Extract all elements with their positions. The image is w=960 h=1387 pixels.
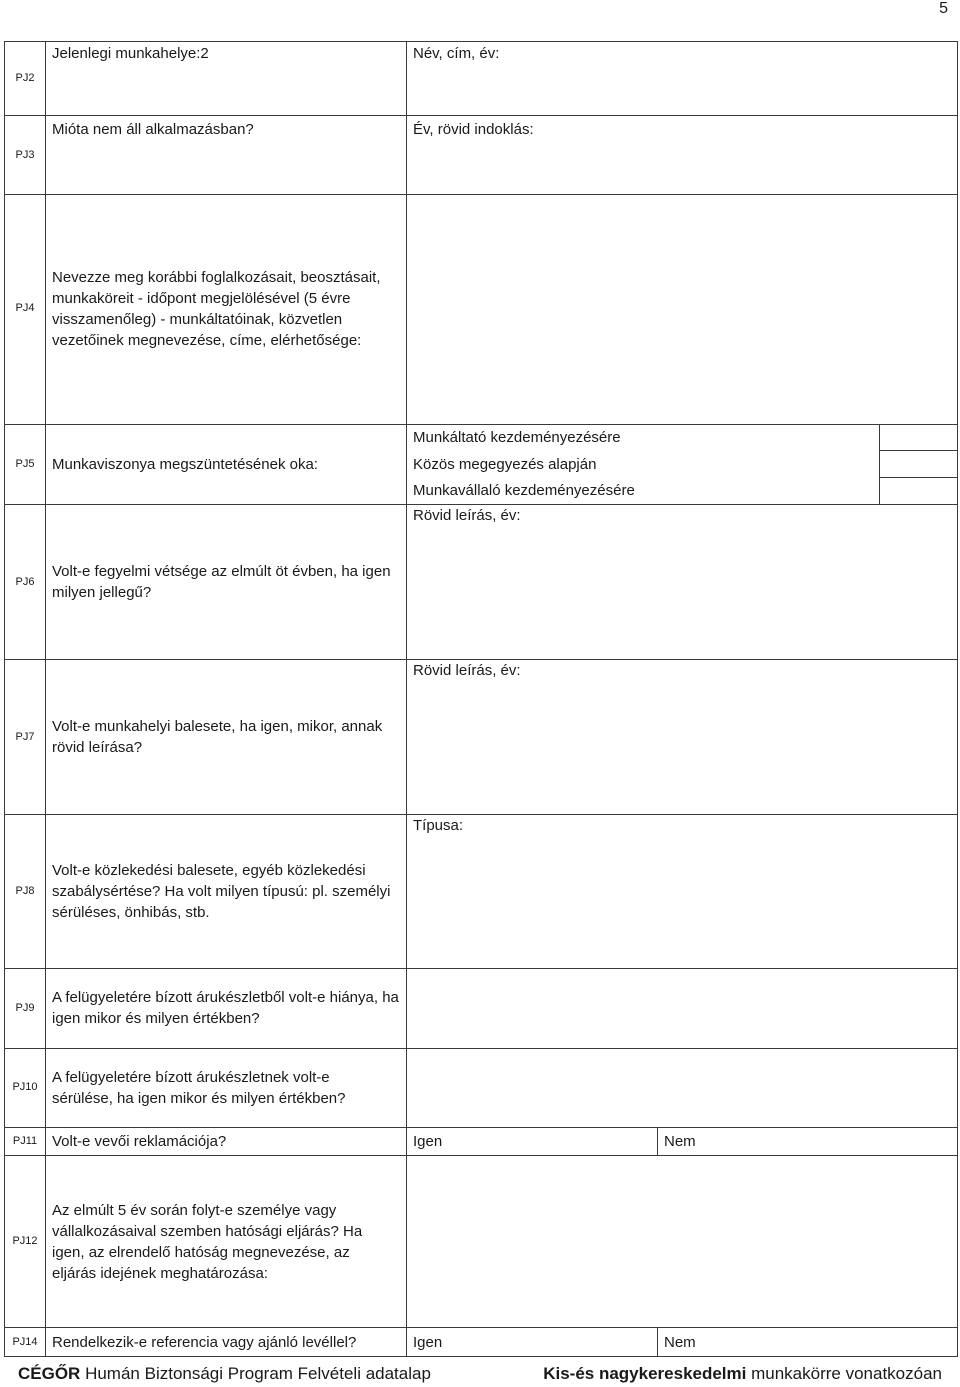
checkbox-mutual[interactable] xyxy=(879,450,958,478)
question-text: Jelenlegi munkahelye:2 xyxy=(52,45,209,62)
yes-label: Igen xyxy=(413,1334,443,1351)
answer-hint: Név, cím, év: xyxy=(413,45,500,62)
page-number: 5 xyxy=(939,0,948,17)
answer-field[interactable] xyxy=(406,659,958,815)
question-text: Az elmúlt 5 év során folyt-e személye vagy vállalkozásaival szemben hatósági eljárás? Ha igen, az elrendelő hatóság megnevezése, az eljárás idejének meghatározása: xyxy=(52,1202,363,1282)
question-text: A felügyeletére bízott árukészletből volt-e hiánya, ha igen mikor és milyen értékben? xyxy=(52,989,399,1027)
row-code: PJ3 xyxy=(15,149,35,161)
footer-scope-bold: Kis-és nagykereskedelmi xyxy=(543,1364,747,1383)
row-code: PJ11 xyxy=(12,1135,38,1147)
footer xyxy=(0,1362,960,1387)
question-text: Munkaviszonya megszüntetésének oka: xyxy=(52,456,318,473)
answer-hint: Típusa: xyxy=(413,817,464,834)
option-mutual: Közös megegyezés alapján xyxy=(413,456,597,473)
row-code: PJ14 xyxy=(12,1336,38,1348)
answer-field[interactable] xyxy=(406,1155,958,1328)
answer-field[interactable] xyxy=(406,1048,958,1128)
footer-program-title: Humán Biztonsági Program Felvételi adatalap xyxy=(85,1364,431,1383)
yes-label: Igen xyxy=(413,1133,443,1150)
answer-field[interactable] xyxy=(406,194,958,425)
row-code: PJ4 xyxy=(15,302,35,314)
answer-field[interactable] xyxy=(406,814,958,969)
question-text: Volt-e fegyelmi vétsége az elmúlt öt évben, ha igen milyen jellegű? xyxy=(52,563,391,601)
answer-hint: Rövid leírás, év: xyxy=(413,662,521,679)
question-text: Nevezze meg korábbi foglalkozásait, beosztásait, munkaköreit - időpont megjelölésével (5 évre visszamenőleg) - munkáltatóinak, közvetlen vezetőinek megnevezése, címe, elérhetősége: xyxy=(52,269,381,349)
answer-hint: Év, rövid indoklás: xyxy=(413,121,534,138)
row-code: PJ9 xyxy=(15,1002,35,1014)
question-text: Rendelkezik-e referencia vagy ajánló levéllel? xyxy=(52,1334,357,1351)
question-text: Volt-e közlekedési balesete, egyéb közlekedési szabálysértése? Ha volt milyen típusú: pl. személyi sérüléses, önhibás, stb. xyxy=(52,862,391,921)
question-text: Mióta nem áll alkalmazásban? xyxy=(52,121,254,138)
question-text: A felügyeletére bízott árukészletnek volt-e sérülése, ha igen mikor és milyen értékben? xyxy=(52,1069,346,1107)
no-label: Nem xyxy=(664,1133,696,1150)
answer-hint: Rövid leírás, év: xyxy=(413,507,521,524)
no-label: Nem xyxy=(664,1334,696,1351)
footer-scope-text: munkakörre vonatkozóan xyxy=(751,1364,942,1383)
footer-brand: CÉGŐR xyxy=(18,1364,81,1383)
footer-left xyxy=(18,1364,431,1384)
footer-right xyxy=(543,1364,942,1384)
row-code: PJ7 xyxy=(15,731,35,743)
question-text: Volt-e vevői reklamációja? xyxy=(52,1133,227,1150)
row-code: PJ10 xyxy=(12,1081,38,1093)
option-employee: Munkavállaló kezdeményezésére xyxy=(413,482,635,499)
row-code: PJ2 xyxy=(15,72,35,84)
row-code: PJ6 xyxy=(15,576,35,588)
row-code: PJ12 xyxy=(12,1235,38,1247)
option-employer: Munkáltató kezdeményezésére xyxy=(413,429,621,446)
question-text: Volt-e munkahelyi balesete, ha igen, mikor, annak rövid leírása? xyxy=(52,718,383,756)
row-code: PJ5 xyxy=(15,458,35,470)
checkbox-employee[interactable] xyxy=(879,477,958,505)
checkbox-employer[interactable] xyxy=(879,424,958,451)
row-code: PJ8 xyxy=(15,885,35,897)
answer-field[interactable] xyxy=(406,504,958,660)
answer-field[interactable] xyxy=(406,968,958,1049)
